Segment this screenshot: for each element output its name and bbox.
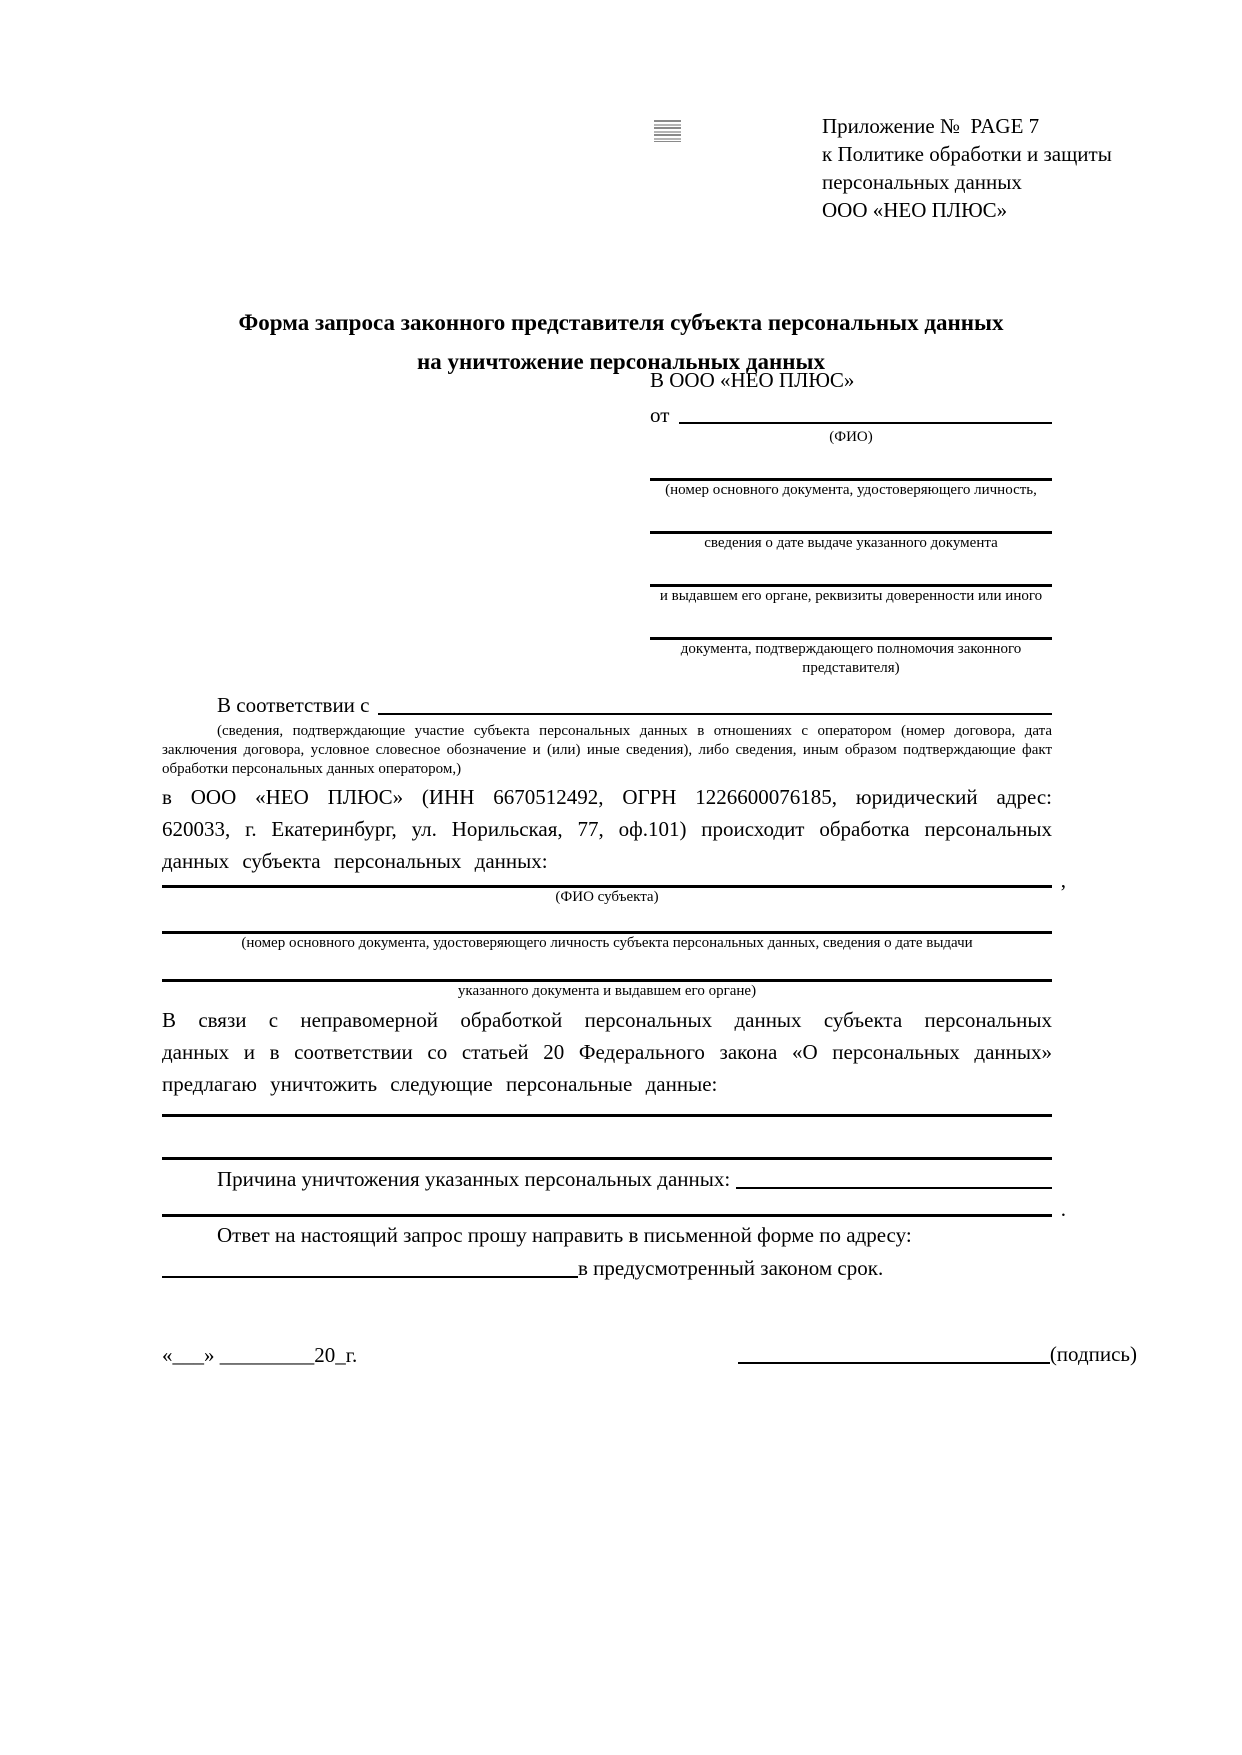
issue-date-blank-line: [650, 500, 1052, 534]
header-org-name: ООО «НЕО ПЛЮС»: [822, 198, 1008, 222]
signature-blank-line: [738, 1362, 1050, 1364]
from-row: [650, 398, 1052, 428]
subject-fio-caption: (ФИО субъекта): [555, 889, 659, 905]
subject-doc-row-2: [162, 953, 1052, 982]
reason-period: .: [1060, 1197, 1066, 1221]
accordance-blank-line: [378, 713, 1053, 715]
data-blank-row-2: [162, 1117, 1052, 1160]
request-paragraph: В связи с неправомерной обработкой персональных данных субъекта персональных данных и в соответствии со статьей 20 Федерального закона «О персональных данных» предлагаю уничтожить следующие персональные данные:: [162, 1008, 1052, 1096]
fio-blank-line: [679, 422, 1052, 424]
title-line-1: Форма запроса законного представителя субъекта персональных данных: [238, 310, 1004, 335]
data-blank-row-1: [162, 1100, 1052, 1117]
answer-row-2: [162, 1251, 1052, 1282]
authority-doc-caption: документа, подтверждающего полномочия законного представителя): [680, 641, 1022, 676]
body-block: [162, 688, 1066, 1282]
reason-blank-row-2: [162, 1193, 1066, 1221]
date-line: «___» _________20_г.: [162, 1343, 358, 1367]
header-policy-line2: персональных данных: [822, 170, 1022, 194]
subject-fio-comma: ,: [1060, 868, 1066, 892]
data-blank-line-2: [162, 1157, 1052, 1160]
signature-group: [738, 1341, 1137, 1368]
footer-row: [162, 1338, 1137, 1368]
subject-fio-blank-line: [162, 885, 1052, 888]
issue-date-caption: сведения о дате выдаче указанного документа: [704, 535, 998, 551]
subject-doc-blank-line-1: [162, 931, 1052, 934]
title-line-2: на уничтожение персональных данных: [417, 349, 825, 374]
fio-caption: (ФИО): [829, 429, 873, 445]
issuing-authority-blank-line: [650, 553, 1052, 587]
reason-blank-line-2: [162, 1214, 1052, 1217]
reason-prefix: Причина уничтожения указанных персональных данных:: [217, 1167, 731, 1191]
subject-doc-blank-line-2: [162, 979, 1052, 982]
authority-doc-blank-line: [650, 606, 1052, 640]
subject-doc-caption-1: (номер основного документа, удостоверяющего личность субъекта персональных данных, сведения о дате выдачи: [241, 935, 973, 951]
header-block: [822, 112, 1112, 224]
reason-row: [162, 1162, 1052, 1193]
signature-caption: (подпись): [1049, 1342, 1137, 1366]
field-code-stripes-icon: [654, 120, 681, 142]
doc-number-caption: (номер основного документа, удостоверяющего личность,: [665, 482, 1037, 498]
reason-blank-line: [736, 1187, 1052, 1189]
accordance-row: [162, 688, 1052, 719]
doc-number-blank-line: [650, 447, 1052, 481]
accordance-prefix: В соответствии с: [217, 693, 370, 717]
header-policy-line1: к Политике обработки и защиты: [822, 142, 1112, 166]
subject-doc-caption-2: указанного документа и выдавшем его органе): [457, 983, 757, 999]
issuing-authority-caption: и выдавшем его органе, реквизиты доверенности или иного: [659, 588, 1043, 604]
operator-paragraph: в ООО «НЕО ПЛЮС» (ИНН 6670512492, ОГРН 1226600076185, юридический адрес: 620033, г. Екатеринбург, ул. Норильская, 77, оф.101) происходит обработка персональных данных субъекта персональных данных:: [162, 785, 1052, 873]
addressee-to: В ООО «НЕО ПЛЮС»: [650, 368, 855, 392]
subject-fio-row: [162, 868, 1066, 892]
fine-print-note: (сведения, подтверждающие участие субъекта персональных данных в отношениях с оператором (номер договора, дата заключения договора, условное словесное обозначение и (или) иные сведения), либо сведения, иным образом подтверждающие факт обработки персональных данных оператором,): [162, 723, 1052, 777]
answer-paragraph-line-1: Ответ на настоящий запрос прошу направить в письменной форме по адресу:: [217, 1223, 912, 1247]
from-label: от: [650, 403, 670, 427]
addressee-block: [650, 368, 1052, 678]
header-appendix-number: Приложение № PAGE 7: [822, 114, 1040, 138]
address-blank-line: [162, 1276, 578, 1278]
subject-doc-row-1: [162, 907, 1052, 934]
document-title: [0, 303, 1242, 381]
answer-paragraph-line-2: в предусмотренный законом срок.: [578, 1256, 884, 1280]
